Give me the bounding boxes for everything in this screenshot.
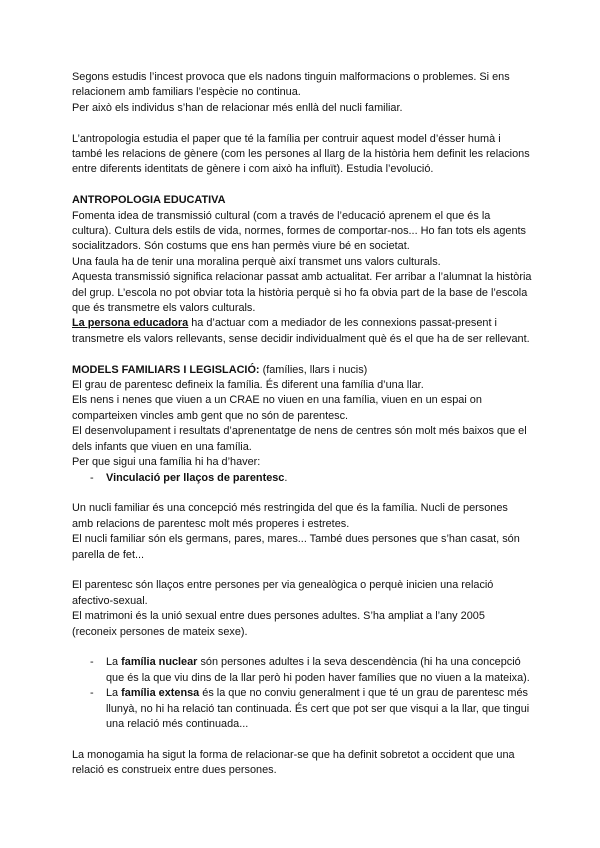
- vinculacio-tail: .: [284, 471, 288, 484]
- paragraph-crae: Els nens i nenes que viuen a un CRAE no viuen en una família, viuen en un espai on comparteixen vincles amb gent que no són de parentesc.: [72, 394, 482, 422]
- document-page: [72, 70, 532, 794]
- family-types-list: [72, 655, 532, 732]
- heading-models-sub: (famílies, llars i nucis): [259, 363, 368, 376]
- paragraph-parentesc: El parentesc són llaços entre persones per via genealògica o perquè inicien una relació afectivo-sexual.: [72, 579, 494, 607]
- requirement-list: [72, 471, 532, 486]
- heading-antropologia-educativa: ANTROPOLOGIA EDUCATIVA: [72, 194, 226, 207]
- paragraph-nucli-membres: El nucli familiar són els germans, pares, mares... També dues persones que s’han casat, són parella de fet...: [72, 533, 520, 561]
- family-nuclear-term: família nuclear: [121, 656, 198, 669]
- persona-educadora-term: La persona educadora: [72, 317, 189, 330]
- family-nuclear-text: són persones adultes i la seva descendència (hi ha una concepció que és la que viu dins de la llar però hi poden haver famílies que no viuen a la mateixa).: [106, 656, 530, 684]
- paragraph-antropologia: L’antropologia estudia el paper que té la família per contruir aquest model d’ésser humà i també les relacions de gènere (com les persones al llarg de la història hem definit les relacions entre diferents identitats de gènere i com això ha influït). Estudia l’evolució.: [72, 132, 530, 176]
- paragraph-faula: Una faula ha de tenir una moralina perquè així transmet uns valors culturals.: [72, 255, 441, 268]
- paragraph-matrimoni: El matrimoni és la unió sexual entre dues persones adultes. S’ha ampliat a l’any 2005 (reconeix persones de mateix sexe).: [72, 610, 485, 638]
- heading-models-familiars: [72, 363, 532, 378]
- paragraph-per-que: Per que sigui una família hi ha d’haver:: [72, 456, 261, 469]
- list-item: [72, 471, 532, 486]
- heading-models-title: MODELS FAMILIARS I LEGISLACIÓ:: [72, 363, 260, 376]
- paragraph-incest: Segons estudis l’incest provoca que els nadons tinguin malformacions o problemes. Si ens relacionem amb familiars l’espècie no continua.: [72, 71, 510, 99]
- paragraph-transmissio: Fomenta idea de transmissió cultural (com a través de l’educació aprenem el que és la cultura). Cultura dels estils de vida, normes, formes de comportar-nos... Ho fan tots els agents socialitzadors. Són costums que ens han permès viure bé en societat.: [72, 209, 526, 253]
- paragraph-individus: Per això els individus s’han de relacionar més enllà del nucli familiar.: [72, 101, 403, 114]
- vinculacio-term: Vinculació per llaços de parentesc: [106, 471, 285, 484]
- persona-educadora-text: ha d’actuar com a mediador de les connexions passat-present i transmetre els valors rellevants, sense decidir individualment què és el que ha de ser rellevant.: [72, 317, 530, 345]
- paragraph-passat: Aquesta transmissió significa relacionar passat amb actualitat. Fer arribar a l’alumnat la història del grup. L’escola no pot obviar tota la història perquè si ho fa obvia part de la base de l’escola que és transmetre els valors culturals.: [72, 271, 532, 315]
- list-item: [72, 686, 532, 732]
- paragraph-persona-educadora: [72, 316, 532, 347]
- list-item: [72, 655, 532, 686]
- family-extensa-pre: La: [106, 687, 122, 700]
- family-extensa-term: família extensa: [121, 687, 200, 700]
- paragraph-grau: El grau de parentesc defineix la família. És diferent una família d’una llar.: [72, 379, 424, 392]
- family-extensa-text: és la que no conviu generalment i que té un grau de parentesc més llunyà, no hi ha relació tan continuada. És cert que pot ser que visqui a la llar, que tingui una relació més continuada...: [106, 687, 530, 730]
- paragraph-nucli: Un nucli familiar és una concepció més restringida del que és la família. Nucli de persones amb relacions de parentesc molt més properes i estretes.: [72, 502, 508, 530]
- family-nuclear-pre: La: [106, 656, 122, 669]
- paragraph-monogamia: La monogamia ha sigut la forma de relacionar-se que ha definit sobretot a occident que una relació es construeix entre dues persones.: [72, 748, 515, 777]
- paragraph-desenvolupament: El desenvolupament i resultats d’aprenentatge de nens de centres són molt més baixos que el dels infants que viuen en una família.: [72, 425, 527, 453]
